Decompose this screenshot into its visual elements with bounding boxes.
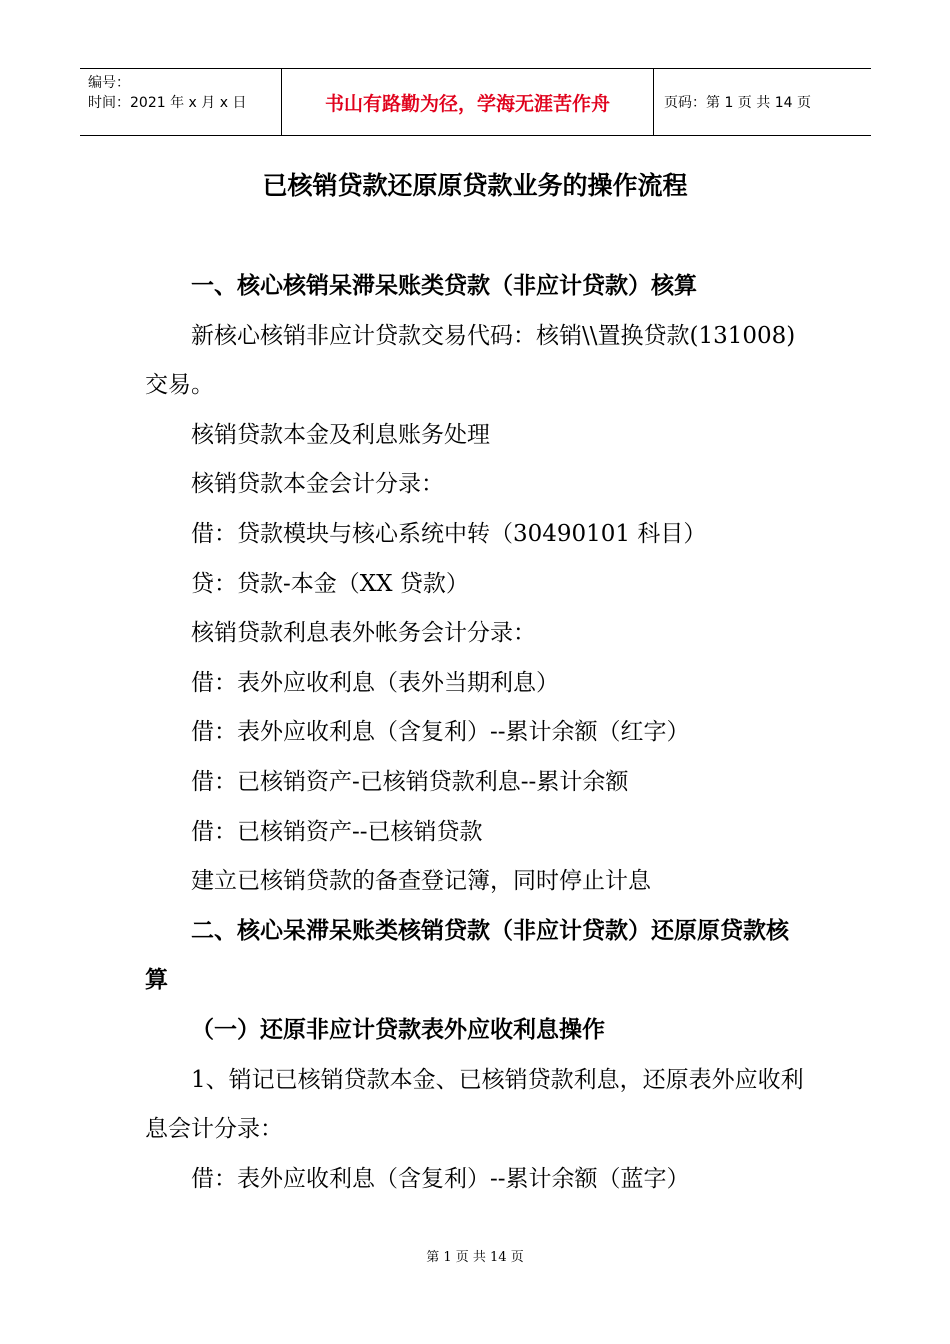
document-title: 已核销贷款还原原贷款业务的操作流程 bbox=[262, 171, 688, 200]
body-paragraph: 新核心核销非应计贷款交易代码：核销\\置换贷款(131008)交易。 bbox=[145, 322, 796, 399]
body-paragraph: 贷：贷款-本金（XX 贷款） bbox=[191, 570, 469, 597]
body-paragraph: 借：表外应收利息（含复利）--累计余额（红字） bbox=[191, 719, 690, 746]
document-number-label: 编号： bbox=[88, 75, 130, 91]
body-paragraph: 借：表外应收利息（含复利）--累计余额（蓝字） bbox=[191, 1165, 690, 1192]
body-paragraph: 核销贷款本金会计分录： bbox=[191, 471, 444, 498]
document-date: 时间：2021 年 x 月 x 日 bbox=[88, 95, 247, 111]
body-paragraph: 借：已核销资产--已核销贷款 bbox=[191, 818, 483, 845]
document-header bbox=[80, 68, 871, 136]
body-paragraph: 核销贷款利息表外帐务会计分录： bbox=[191, 620, 536, 647]
header-meta bbox=[80, 69, 282, 135]
document-body bbox=[145, 262, 810, 1204]
body-paragraph: 借：表外应收利息（表外当期利息） bbox=[191, 669, 559, 696]
section-heading: （一）还原非应计贷款表外应收利息操作 bbox=[191, 1016, 605, 1043]
page-footer: 第 1 页 共 14 页 bbox=[426, 1250, 524, 1265]
body-paragraph: 核销贷款本金及利息账务处理 bbox=[191, 421, 490, 448]
section-heading: 一、核心核销呆滞呆账类贷款（非应计贷款）核算 bbox=[191, 273, 697, 299]
header-page-info: 页码：第 1 页 共 14 页 bbox=[664, 95, 811, 111]
header-motto: 书山有路勤为径，学海无涯苦作舟 bbox=[282, 69, 654, 135]
body-paragraph: 借：已核销资产-已核销贷款利息--累计余额 bbox=[191, 768, 629, 795]
body-paragraph: 建立已核销贷款的备查登记簿，同时停止计息 bbox=[191, 868, 651, 895]
section-heading: 二、核心呆滞呆账类核销贷款（非应计贷款）还原原贷款核算 bbox=[145, 917, 789, 994]
body-paragraph: 1、销记已核销贷款本金、已核销贷款利息，还原表外应收利息会计分录： bbox=[145, 1066, 804, 1143]
body-paragraph: 借：贷款模块与核心系统中转（30490101 科目） bbox=[191, 520, 707, 547]
